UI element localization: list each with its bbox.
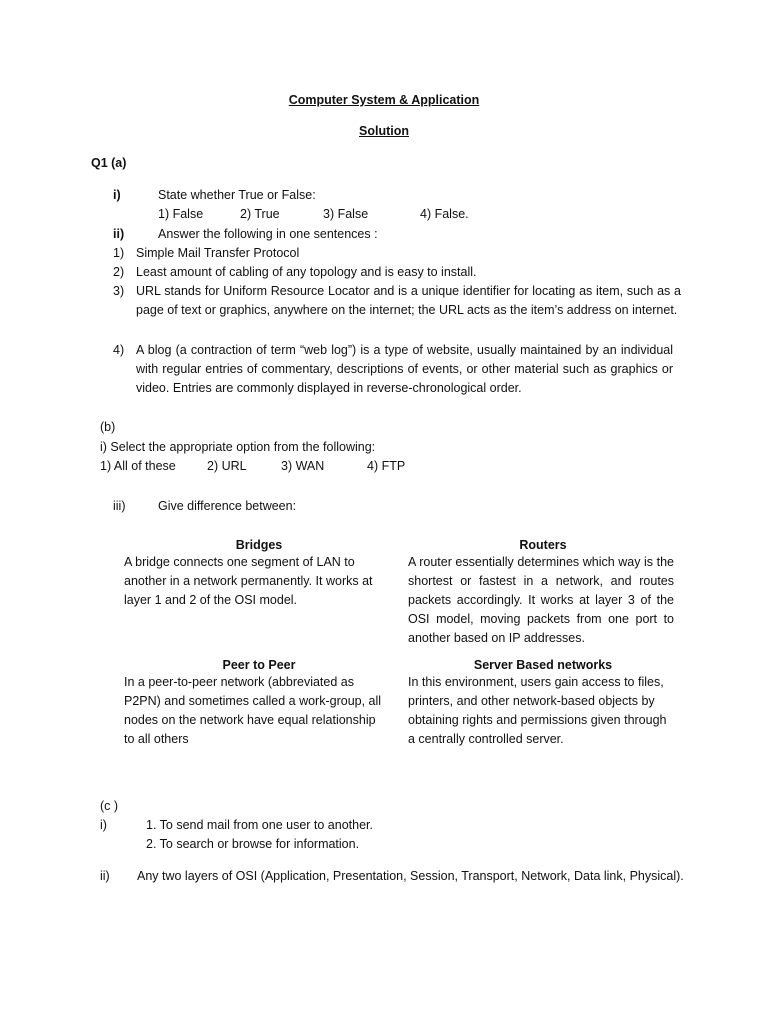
answer-text: URL stands for Uniform Resource Locator and is a unique identifier for locating as item, such as a page of text or graphics, anywhere on the internet; the URL acts as the item’s address on internet.	[136, 284, 681, 317]
part-ii-prompt: Answer the following in one sentences :	[158, 227, 378, 241]
column-text: A bridge connects one segment of LAN to another in a network permanently. It works at layer 1 and 2 of the OSI model.	[124, 555, 373, 607]
column-text: In this environment, users gain access to files, printers, and other network-based objects by obtaining rights and permissions given through a centrally controlled server.	[408, 675, 667, 746]
document-subtitle: Solution	[359, 124, 409, 138]
column-text: A router essentially determines which way is the shortest or fastest in a network, and routes packets accordingly. It works at layer 3 of the OSI model, moving packets from one port to another based on IP addresses.	[408, 555, 674, 645]
tf-answer-2: 2) True	[240, 207, 280, 221]
part-c-ii-marker: ii)	[100, 869, 110, 883]
tf-answer-3: 3) False	[323, 207, 369, 221]
select-option-4: 4) FTP	[367, 459, 406, 473]
select-option-1: 1) All of these	[100, 459, 176, 473]
question-label: Q1 (a)	[91, 156, 127, 170]
part-c-i-marker: i)	[100, 818, 107, 832]
select-option-2: 2) URL	[207, 459, 247, 473]
column-text: In a peer-to-peer network (abbreviated as P2PN) and sometimes called a work-group, all nodes on the network have equal relationship to all others	[124, 675, 382, 746]
column-heading: Server Based networks	[473, 658, 613, 672]
answer-text: Simple Mail Transfer Protocol	[136, 246, 300, 260]
osi-layers-text: Any two layers of OSI (Application, Presentation, Session, Transport, Network, Data link, Physical).	[137, 869, 684, 883]
select-prompt: i) Select the appropriate option from the following:	[100, 440, 376, 454]
part-iii-marker: iii)	[113, 499, 126, 513]
use-item-2: 2. To search or browse for information.	[146, 837, 360, 851]
answer-number: 3)	[113, 284, 125, 298]
answer-number: 4)	[113, 343, 125, 357]
use-item-1: 1. To send mail from one user to another.	[146, 818, 373, 832]
column-heading: Bridges	[235, 538, 283, 552]
part-i-prompt: State whether True or False:	[158, 188, 316, 202]
column-heading: Routers	[519, 538, 567, 552]
answer-text: Least amount of cabling of any topology and is easy to install.	[136, 265, 477, 279]
answer-number: 2)	[113, 265, 125, 279]
tf-answer-4: 4) False.	[420, 207, 469, 221]
part-iii-prompt: Give difference between:	[158, 499, 297, 513]
tf-answer-1: 1) False	[158, 207, 204, 221]
part-ii-marker: ii)	[113, 227, 125, 241]
answer-number: 1)	[113, 246, 125, 260]
part-i-marker: i)	[113, 188, 121, 202]
part-b-label: (b)	[100, 420, 116, 434]
select-option-3: 3) WAN	[281, 459, 325, 473]
column-heading: Peer to Peer	[222, 658, 296, 672]
part-c-label: (c )	[100, 799, 119, 813]
answer-text: A blog (a contraction of term “web log”) is a type of website, usually maintained by an individual with regular entries of commentary, descriptions of events, or other material such as graphics or video. Entries are commonly displayed in reverse-chronological order.	[136, 343, 673, 395]
document-title: Computer System & Application	[288, 93, 480, 107]
